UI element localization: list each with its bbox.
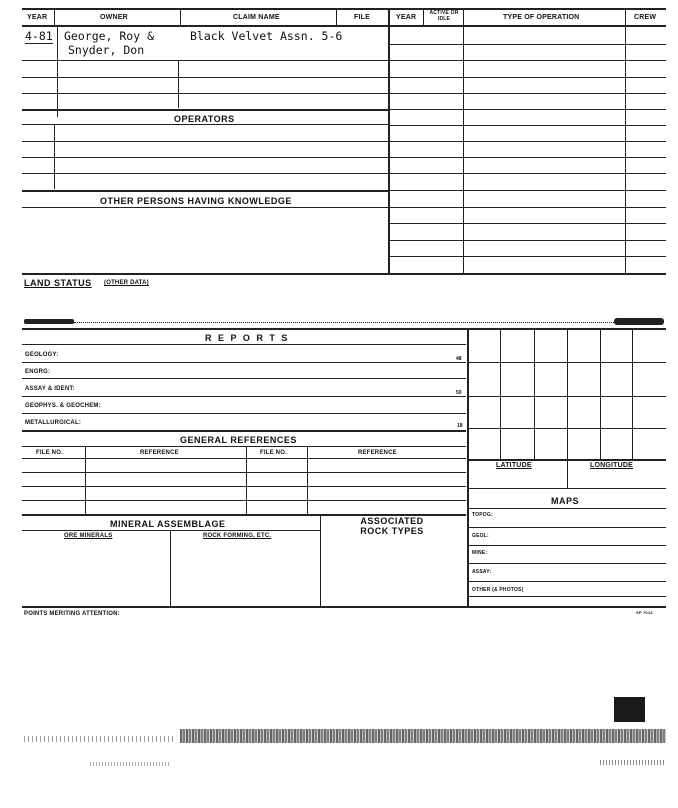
rock-forming-header: ROCK FORMING, ETC. bbox=[203, 533, 272, 539]
row-line bbox=[22, 157, 388, 158]
claim-divider bbox=[178, 60, 179, 108]
report-number: 48 bbox=[456, 356, 462, 362]
row-line bbox=[22, 60, 388, 61]
file-no-header-2: FILE NO. bbox=[260, 450, 287, 456]
report-line bbox=[22, 430, 466, 432]
operators-heading: OPERATORS bbox=[174, 114, 235, 124]
right-row-line bbox=[390, 93, 666, 94]
maps-line bbox=[468, 527, 666, 528]
scan-artifact-block bbox=[614, 697, 645, 722]
row-line bbox=[22, 190, 388, 192]
grid-col bbox=[632, 329, 633, 459]
scan-noise-left bbox=[24, 736, 174, 742]
points-meriting-attention-label: POINTS MERITING ATTENTION: bbox=[24, 611, 120, 617]
maps-topog: TOPOG: bbox=[472, 512, 493, 518]
report-number: 18 bbox=[457, 423, 463, 429]
maps-line bbox=[468, 563, 666, 564]
col-divider bbox=[54, 9, 55, 26]
maps-mine: MINE: bbox=[472, 550, 488, 556]
ref-line bbox=[22, 500, 466, 501]
grid-row bbox=[468, 428, 666, 429]
right-row-line bbox=[390, 173, 666, 174]
right-row-line bbox=[390, 125, 666, 126]
file-no-header-1: FILE NO. bbox=[36, 450, 63, 456]
row-line bbox=[22, 109, 388, 111]
grid-col bbox=[500, 329, 501, 459]
entry-claim-name: Black Velvet Assn. 5-6 bbox=[190, 29, 343, 43]
right-row-line bbox=[390, 240, 666, 241]
reports-right-divider bbox=[467, 329, 469, 607]
ref-line bbox=[22, 472, 466, 473]
col-divider bbox=[180, 9, 181, 26]
row-line bbox=[22, 93, 388, 94]
mineral-line bbox=[22, 530, 320, 531]
ref-col-divider bbox=[85, 446, 86, 514]
land-status-subheading: (OTHER DATA) bbox=[104, 280, 149, 286]
report-line bbox=[22, 344, 466, 345]
maps-geol: GEOL: bbox=[472, 533, 489, 539]
type-of-operation-header: TYPE OF OPERATION bbox=[503, 14, 580, 21]
report-line bbox=[22, 413, 466, 414]
ref-line bbox=[22, 486, 466, 487]
maps-other: OTHER (& PHOTOS) bbox=[472, 587, 524, 593]
report-line bbox=[22, 362, 466, 363]
grid-col bbox=[600, 329, 601, 459]
report-geophys: GEOPHYS. & GEOCHEM: bbox=[25, 403, 101, 409]
maps-heading: MAPS bbox=[551, 496, 580, 506]
owner-left-divider bbox=[57, 27, 58, 117]
maps-line bbox=[468, 508, 666, 509]
year-header: YEAR bbox=[27, 14, 48, 21]
row-line bbox=[22, 173, 388, 174]
scan-mark-left bbox=[24, 319, 74, 324]
right-row-line bbox=[390, 44, 666, 45]
entry-owner-line2: Snyder, Don bbox=[68, 43, 145, 57]
report-line bbox=[22, 378, 466, 379]
grid-col bbox=[534, 329, 535, 459]
header-bottom-border bbox=[22, 25, 666, 27]
dotted-line bbox=[74, 322, 614, 323]
col-divider bbox=[423, 9, 424, 26]
ref-col-divider bbox=[246, 446, 247, 514]
scan-noise-bottom bbox=[90, 762, 170, 766]
scan-mark-right bbox=[614, 318, 664, 325]
row-line bbox=[22, 77, 388, 78]
claim-name-header: CLAIM NAME bbox=[233, 14, 280, 21]
grid-row bbox=[468, 396, 666, 397]
general-references-heading: GENERAL REFERENCES bbox=[180, 435, 297, 445]
right-row-line bbox=[390, 109, 666, 110]
file-header: FILE bbox=[354, 14, 370, 21]
right-row-line bbox=[390, 77, 666, 78]
upper-section-bottom-border bbox=[22, 273, 666, 275]
maps-assay: ASSAY: bbox=[472, 569, 492, 575]
maps-line bbox=[468, 596, 666, 597]
top-border bbox=[22, 8, 666, 10]
mineral-bottom-border bbox=[22, 606, 666, 608]
row-line bbox=[22, 141, 388, 142]
right-row-line bbox=[390, 207, 666, 208]
entry-year-underline bbox=[25, 43, 53, 44]
land-status-heading: LAND STATUS bbox=[24, 278, 92, 288]
mineral-assemblage-heading: MINERAL ASSEMBLAGE bbox=[110, 519, 226, 529]
reports-top-border bbox=[22, 328, 666, 330]
row-line bbox=[22, 207, 388, 208]
grid-row bbox=[468, 362, 666, 363]
right-row-line bbox=[390, 190, 666, 191]
mineral-col-divider bbox=[170, 530, 171, 607]
report-geology: GEOLOGY: bbox=[25, 352, 59, 358]
scan-noise-band bbox=[180, 729, 666, 743]
reference-header-1: REFERENCE bbox=[140, 450, 179, 456]
active-or-idle-header: ACTIVE OR IDLE bbox=[429, 10, 459, 22]
longitude-label: LONGITUDE bbox=[590, 462, 634, 469]
report-metallurgical: METALLURGICAL: bbox=[25, 420, 82, 426]
year-right-header: YEAR bbox=[396, 14, 417, 21]
right-row-line bbox=[390, 60, 666, 61]
right-row-line bbox=[390, 141, 666, 142]
scan-noise-bottom-right bbox=[600, 760, 666, 765]
ref-line bbox=[22, 458, 466, 459]
right-row-line bbox=[390, 157, 666, 158]
grid-col bbox=[567, 329, 568, 459]
reference-header-2: REFERENCE bbox=[358, 450, 397, 456]
other-persons-heading: OTHER PERSONS HAVING KNOWLEDGE bbox=[100, 196, 292, 206]
latitude-label: LATITUDE bbox=[496, 462, 532, 469]
ore-minerals-header: ORE MINERALS bbox=[64, 533, 113, 539]
associated-rock-types-heading: ASSOCIATED ROCK TYPES bbox=[360, 516, 424, 536]
right-row-line bbox=[390, 223, 666, 224]
col-divider bbox=[336, 9, 337, 26]
entry-owner-line1: George, Roy & bbox=[64, 29, 155, 43]
latlong-divider bbox=[567, 460, 568, 488]
operators-divider bbox=[54, 125, 55, 189]
entry-year: 4-81 bbox=[25, 29, 53, 43]
form-code: SP 7013 bbox=[636, 610, 653, 615]
ref-line bbox=[22, 446, 466, 447]
crew-header: CREW bbox=[634, 14, 657, 21]
owner-header: OWNER bbox=[100, 14, 128, 21]
maps-line bbox=[468, 581, 666, 582]
report-engrg: ENGRG: bbox=[25, 369, 51, 375]
reports-heading: R E P O R T S bbox=[205, 333, 290, 343]
report-number: 50 bbox=[456, 390, 462, 396]
report-line bbox=[22, 396, 466, 397]
report-assay: ASSAY & IDENT: bbox=[25, 386, 75, 392]
maps-line bbox=[468, 545, 666, 546]
row-line bbox=[22, 124, 388, 125]
right-row-line bbox=[390, 256, 666, 257]
ref-col-divider bbox=[307, 446, 308, 514]
latlong-bottom bbox=[468, 488, 666, 489]
mineral-divider bbox=[320, 515, 321, 607]
